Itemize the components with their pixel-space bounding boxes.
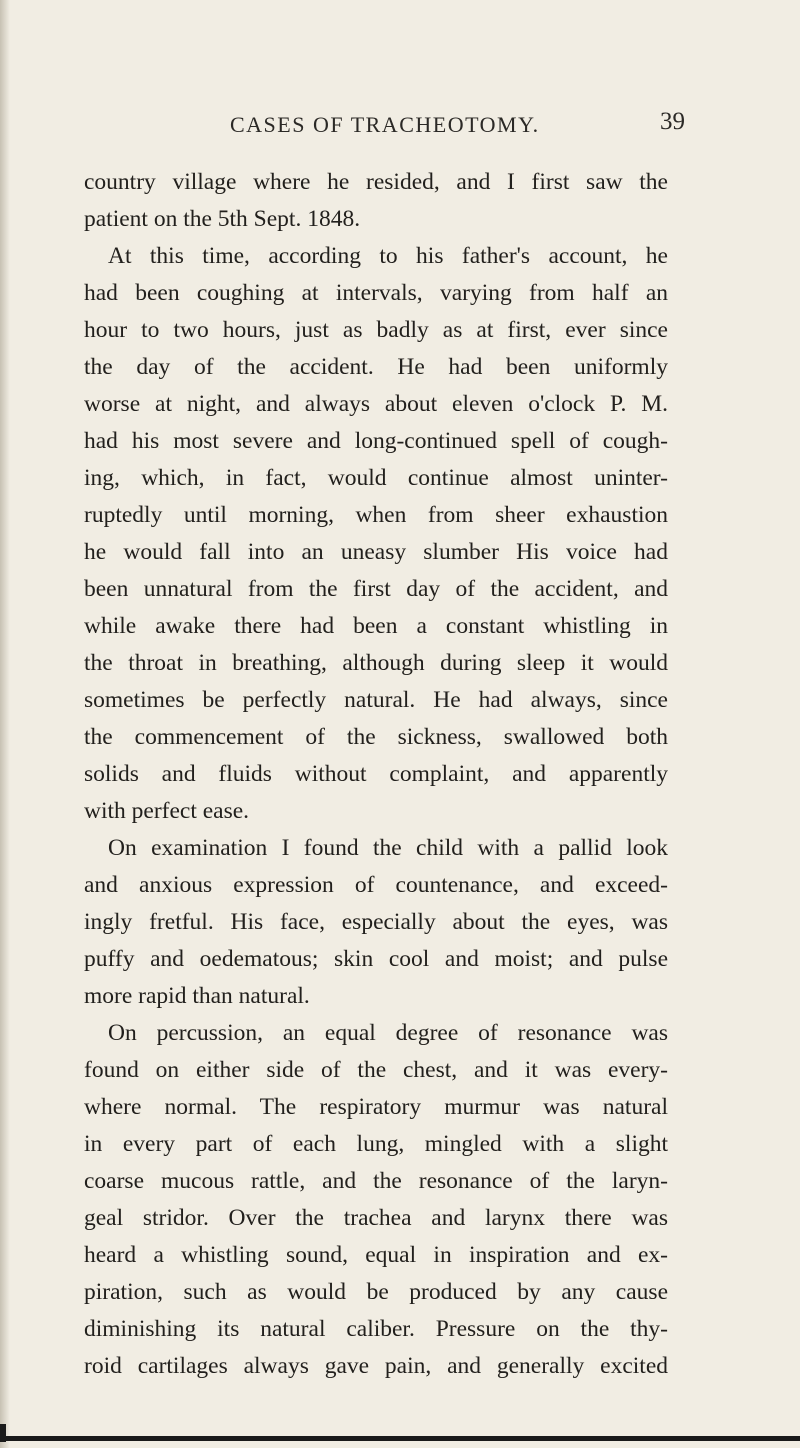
text-line: diminishing its natural caliber. Pressure on the thy-	[84, 1316, 668, 1342]
text-line: had his most severe and long-continued spell of cough-	[84, 428, 668, 454]
text-line: had been coughing at intervals, varying from half an	[84, 280, 668, 306]
text-line: heard a whistling sound, equal in inspiration and ex-	[84, 1242, 668, 1268]
text-line: the throat in breathing, although during sleep it would	[84, 650, 668, 676]
text-line: piration, such as would be produced by any cause	[84, 1279, 668, 1305]
text-line: in every part of each lung, mingled with a slight	[84, 1131, 668, 1157]
text-line: while awake there had been a constant whistling in	[84, 613, 668, 639]
page-number: 39	[660, 108, 685, 135]
text-line: roid cartilages always gave pain, and generally excited	[84, 1353, 668, 1379]
page-bottom-rule	[0, 1436, 800, 1441]
running-head: CASES OF TRACHEOTOMY.	[230, 112, 540, 137]
text-line: patient on the 5th Sept. 1848.	[84, 206, 361, 232]
text-line: country village where he resided, and I first saw the	[84, 169, 668, 195]
text-line: sometimes be perfectly natural. He had always, since	[84, 687, 668, 713]
text-line: more rapid than natural.	[84, 983, 310, 1009]
text-line: hour to two hours, just as badly as at first, ever since	[84, 317, 668, 343]
text-line: where normal. The respiratory murmur was natural	[84, 1094, 668, 1120]
text-line: the day of the accident. He had been uniformly	[84, 354, 668, 380]
page-header	[0, 108, 800, 148]
text-line: geal stridor. Over the trachea and larynx there was	[84, 1205, 668, 1231]
text-line: worse at night, and always about eleven o'clock P. M.	[84, 391, 668, 417]
text-line: the commencement of the sickness, swallowed both	[84, 724, 668, 750]
text-line: On examination I found the child with a pallid look	[108, 835, 668, 861]
page-edge-shadow	[0, 0, 10, 1448]
body-text	[84, 164, 668, 1385]
text-line: ingly fretful. His face, especially about the eyes, was	[84, 909, 668, 935]
text-line: solids and fluids without complaint, and apparently	[84, 761, 668, 787]
text-line: with perfect ease.	[84, 798, 250, 824]
text-line: and anxious expression of countenance, and exceed-	[84, 872, 668, 898]
text-line: ruptedly until morning, when from sheer exhaustion	[84, 502, 668, 528]
text-line: coarse mucous rattle, and the resonance of the laryn-	[84, 1168, 668, 1194]
text-line: he would fall into an uneasy slumber His voice had	[84, 539, 668, 565]
text-line: been unnatural from the first day of the accident, and	[84, 576, 668, 602]
text-line: On percussion, an equal degree of resonance was	[108, 1020, 668, 1046]
text-line: ing, which, in fact, would continue almost uninter-	[84, 465, 668, 491]
text-line: puffy and oedematous; skin cool and moist; and pulse	[84, 946, 668, 972]
text-line: At this time, according to his father's account, he	[108, 243, 668, 269]
text-line: found on either side of the chest, and it was every-	[84, 1057, 668, 1083]
